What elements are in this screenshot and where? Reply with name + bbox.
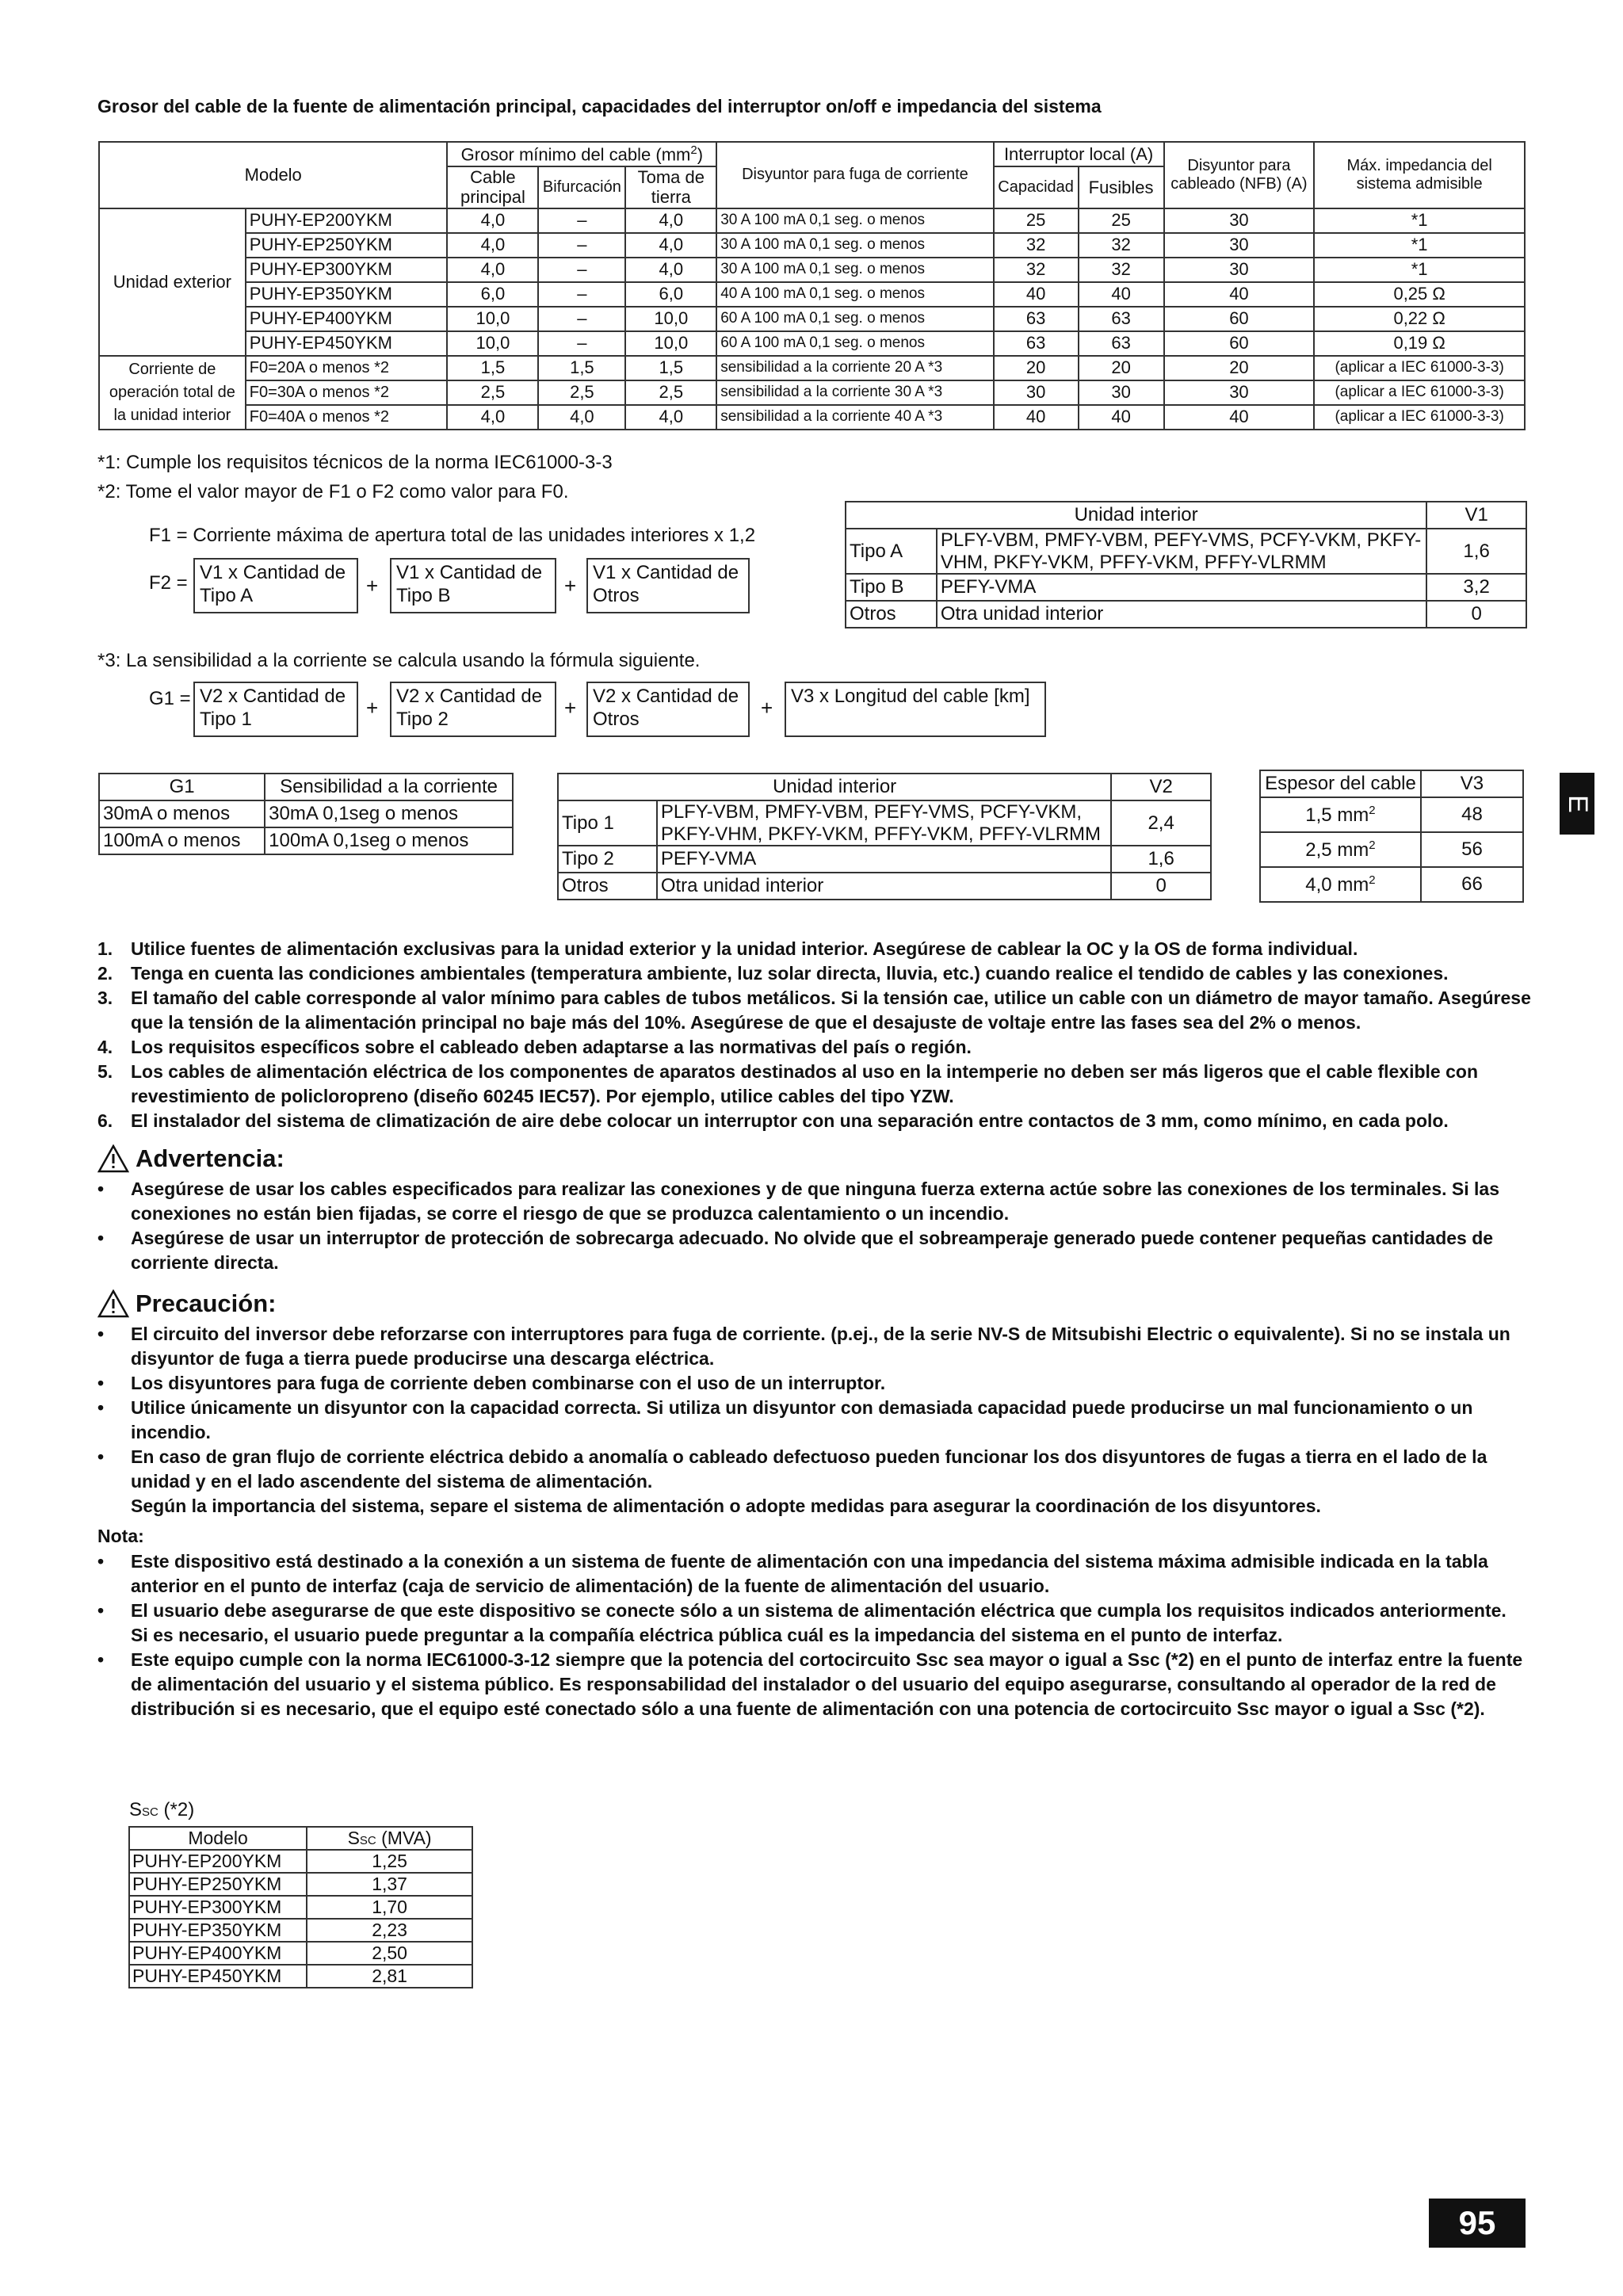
plus-sign: + [564, 696, 577, 720]
list-item: Si es necesario, el usuario puede preguntar a la compañía eléctrica pública cuál es la impedancia del sistema en el punto de interfaz. [131, 1625, 1283, 1645]
f2-box-b: V1 x Cantidad de Tipo B [390, 558, 556, 613]
precaucion-list [97, 1322, 1532, 1519]
list-item: • Asegúrese de usar un interruptor de protección de sobrecarga adecuado. No olvide que el sobreamperaje generado puede contener pequeñas cantidades de corriente directa. [97, 1228, 1494, 1273]
header-toma-tierra: Toma de tierra [625, 166, 716, 208]
page-number: 95 [1429, 2199, 1526, 2248]
f1-formula: F1 = Corriente máxima de apertura total de las unidades interiores x 1,2 [149, 525, 756, 546]
v2-table: Unidad interior V2 Tipo 1 PLFY-VBM, PMFY-VBM, PEFY-VMS, PCFY-VKM, PKFY-VHM, PKFY-VKM, PFFY-VKM, PFFY-VLRMM 2,4 Tipo 2 PEFY-VMA 1,6 Otros Otra unidad interior 0 [557, 773, 1212, 900]
table-row: PUHY-EP350YKM 2,23 [129, 1919, 472, 1942]
header-capacidad: Capacidad [994, 166, 1079, 208]
list-item: 2. Tenga en cuenta las condiciones ambientales (temperatura ambiente, luz solar directa, lluvia, etc.) cuando realice el tendido de cables y las conexiones. [97, 963, 1449, 984]
nota-list [97, 1549, 1532, 1721]
plus-sign: + [366, 574, 379, 598]
table-row: F0=40A o menos *2 4,0 4,0 4,0 sensibilidad a la corriente 40 A *3 40 40 40 (aplicar a IEC 61000-3-3) [99, 405, 1525, 430]
warning-icon [97, 1144, 129, 1173]
table-row: PUHY-EP350YKM 6,0 – 6,0 40 A 100 mA 0,1 seg. o menos 40 40 40 0,25 Ω [99, 282, 1525, 307]
list-item: 6. El instalador del sistema de climatización de aire debe colocar un interruptor con una separación entre contactos de 3 mm, como mínimo, en cada polo. [97, 1110, 1449, 1131]
table-row: Tipo 2 PEFY-VMA 1,6 [558, 846, 1211, 873]
list-item: Según la importancia del sistema, separe el sistema de alimentación o adopte medidas para asegurar la coordinación de los disyuntores. [131, 1496, 1321, 1516]
f2-box-otros: V1 x Cantidad de Otros [586, 558, 750, 613]
plus-sign: + [564, 574, 577, 598]
header-bifurcacion: Bifurcación [538, 166, 625, 208]
header-interruptor: Interruptor local (A) [994, 142, 1164, 166]
section-tab: E [1560, 773, 1594, 835]
g1-label: G1 = [149, 688, 191, 709]
v1-table: Unidad interior V1 Tipo A PLFY-VBM, PMFY-VBM, PEFY-VMS, PCFY-VKM, PKFY-VHM, PKFY-VKM, PFFY-VKM, PFFY-VLRMM 1,6 Tipo B PEFY-VMA 3,2 Otros Otra unidad interior 0 [845, 501, 1527, 628]
table-row: PUHY-EP400YKM 2,50 [129, 1942, 472, 1965]
table-row: PUHY-EP250YKM 1,37 [129, 1873, 472, 1896]
page-title: Grosor del cable de la fuente de alimentación principal, capacidades del interruptor on/off e impedancia del sistema [97, 96, 1102, 117]
list-item: • Los disyuntores para fuga de corriente deben combinarse con el uso de un interruptor. [97, 1373, 886, 1393]
header-nfb: Disyuntor para cableado (NFB) (A) [1164, 142, 1315, 208]
table-row: Tipo B PEFY-VMA 3,2 [846, 574, 1526, 601]
table-row: 100mA o menos 100mA 0,1seg o menos [99, 827, 513, 854]
table-row: PUHY-EP250YKM 4,0 – 4,0 30 A 100 mA 0,1 seg. o menos 32 32 30 *1 [99, 233, 1525, 258]
footnote-2: *2: Tome el valor mayor de F1 o F2 como valor para F0. [97, 481, 569, 502]
list-item: • El circuito del inversor debe reforzarse con interruptores para fuga de corriente. (p.ej., de la serie NV-S de Mitsubishi Electric o equivalente). Si no se instala un disyuntor de fuga a tierra puede producirse una descarga eléctrica. [97, 1324, 1510, 1369]
list-item: • Asegúrese de usar los cables especificados para realizar las conexiones y de que ninguna fuerza externa actúe sobre las conexiones de los terminales. Si las conexiones no están bien fijadas, se corre el riesgo de que se produzca calentamiento o un incendio. [97, 1179, 1499, 1224]
table-row: 4,0 $mm^2$ 66 [1260, 867, 1523, 902]
header-impedancia: Máx. impedancia del sistema admisible [1314, 142, 1525, 208]
nota-heading: Nota: [97, 1526, 144, 1546]
header-disyuntor-fuga: Disyuntor para fuga de corriente [716, 142, 993, 208]
list-item: 1. Utilice fuentes de alimentación exclusivas para la unidad exterior y la unidad interior. Asegúrese de cablear la OC y la OS de forma individual. [97, 938, 1358, 959]
table-row: PUHY-EP450YKM 10,0 – 10,0 60 A 100 mA 0,1 seg. o menos 63 63 60 0,19 Ω [99, 331, 1525, 356]
list-item: 3. El tamaño del cable corresponde al valor mínimo para cables de tubos metálicos. Si la tensión cae, utilice un cable con un diámetro de mayor tamaño. Asegúrese que la tensión de la alimentación principal no baje más del 10%. Asegúrese de que el desajuste de voltaje entre las fases sea del 2% o menos. [97, 988, 1531, 1033]
list-item: • En caso de gran flujo de corriente eléctrica debido a anomalía o cableado defectuoso pueden funcionar los dos disyuntores de fugas a tierra en el lado de la unidad y en el lado ascendente del sistema de alimentación. [97, 1446, 1487, 1492]
precaucion-heading: Precaución: [97, 1289, 276, 1318]
plus-sign: + [366, 696, 379, 720]
g1-box-2: V2 x Cantidad de Tipo 2 [390, 682, 556, 737]
plus-sign: + [761, 696, 773, 720]
table-row: Otros Otra unidad interior 0 [558, 873, 1211, 900]
list-item: 5. Los cables de alimentación eléctrica de los componentes de aparatos destinados al uso en la intemperie no deben ser más ligeros que el cable flexible con revestimiento de policloropreno (diseño 60245 IEC57). Por ejemplo, utilice cables del tipo YZW. [97, 1061, 1479, 1106]
table-row: F0=30A o menos *2 2,5 2,5 2,5 sensibilidad a la corriente 30 A *3 30 30 30 (aplicar a IEC 61000-3-3) [99, 380, 1525, 405]
group-corriente-interior: Corriente de operación total de la unidad interior [99, 356, 246, 430]
footnote-1: *1: Cumple los requisitos técnicos de la norma IEC61000-3-3 [97, 452, 613, 473]
v3-table: Espesor del cable V3 1,5 $mm^2$ 48 2,5 $mm^2$ 56 4,0 $mm^2$ 66 [1259, 770, 1524, 903]
header-modelo: Modelo [99, 142, 447, 208]
g1-box-cable: V3 x Longitud del cable [km] [785, 682, 1046, 737]
list-item: 4. Los requisitos específicos sobre el cableado deben adaptarse a las normativas del país o región. [97, 1037, 972, 1057]
f2-label: F2 = [149, 572, 188, 594]
header-fusibles: Fusibles [1079, 166, 1164, 208]
g1-box-otros: V2 x Cantidad de Otros [586, 682, 750, 737]
numbered-notes [97, 937, 1532, 1133]
footnote-3: *3: La sensibilidad a la corriente se calcula usando la fórmula siguiente. [97, 650, 701, 671]
table-row: 30mA o menos 30mA 0,1seg o menos [99, 800, 513, 827]
main-cable-table [98, 141, 1526, 430]
header-grosor: Grosor mínimo del cable $(mm^2)$ [447, 142, 716, 166]
table-row: Unidad exterior PUHY-EP200YKM 4,0 – 4,0 30 A 100 mA 0,1 seg. o menos 25 25 30 *1 [99, 208, 1525, 233]
g1-table: G1 Sensibilidad a la corriente 30mA o menos 30mA 0,1seg o menos 100mA o menos 100mA 0,1seg o menos [98, 773, 514, 855]
list-item: • Este equipo cumple con la norma IEC61000-3-12 siempre que la potencia del cortocircuito Ssc sea mayor o igual a Ssc (*2) en el punto de interfaz entre la fuente de alimentación del usuario y el sistema público. Es responsabilidad del instalador o del usuario del equipo asegurarse, consultando al operador de la red de distribución si es necesario, que el equipo esté conectado sólo a una fuente de alimentación con una potencia de cortocircuito Ssc mayor o igual a Ssc (*2). [97, 1649, 1523, 1719]
advertencia-list [97, 1177, 1532, 1275]
table-row: PUHY-EP400YKM 10,0 – 10,0 60 A 100 mA 0,1 seg. o menos 63 63 60 0,22 Ω [99, 307, 1525, 331]
f2-box-a: V1 x Cantidad de Tipo A [193, 558, 358, 613]
ssc-caption: SSC (*2) [129, 1799, 195, 1820]
table-row: Otros Otra unidad interior 0 [846, 601, 1526, 628]
group-unidad-exterior: Unidad exterior [99, 208, 246, 356]
advertencia-heading: Advertencia: [97, 1144, 285, 1173]
table-row: PUHY-EP200YKM 1,25 [129, 1850, 472, 1873]
table-row: PUHY-EP300YKM 4,0 – 4,0 30 A 100 mA 0,1 seg. o menos 32 32 30 *1 [99, 258, 1525, 282]
list-item: • El usuario debe asegurarse de que este dispositivo se conecte sólo a un sistema de alimentación eléctrica que cumpla los requisitos indicados anteriormente. [97, 1600, 1507, 1621]
table-row: 1,5 $mm^2$ 48 [1260, 797, 1523, 832]
header-cable-principal: Cable principal [447, 166, 538, 208]
caution-icon [97, 1289, 129, 1318]
list-item: • Utilice únicamente un disyuntor con la capacidad correcta. Si utiliza un disyuntor con demasiada capacidad puede producirse un mal funcionamiento o un incendio. [97, 1397, 1473, 1442]
table-row: Tipo 1 PLFY-VBM, PMFY-VBM, PEFY-VMS, PCFY-VKM, PKFY-VHM, PKFY-VKM, PFFY-VKM, PFFY-VLRMM 2,4 [558, 800, 1211, 846]
list-item: • Este dispositivo está destinado a la conexión a un sistema de fuente de alimentación con una impedancia del sistema máxima admisible indicada en la tabla anterior en el punto de interfaz (caja de servicio de alimentación) de la fuente de alimentación del usuario. [97, 1551, 1488, 1596]
table-row: PUHY-EP450YKM 2,81 [129, 1965, 472, 1988]
table-row: 2,5 $mm^2$ 56 [1260, 832, 1523, 867]
ssc-table: Modelo SSC (MVA) PUHY-EP200YKM 1,25 PUHY-EP250YKM 1,37 PUHY-EP300YKM 1,70 PUHY-EP350YKM 2,23 PUHY-EP400YKM 2,50 PUHY-EP450YKM 2,81 [128, 1826, 473, 1988]
table-row: Corriente de operación total de la unidad interior F0=20A o menos *2 1,5 1,5 1,5 sensibilidad a la corriente 20 A *3 20 20 20 (aplicar a IEC 61000-3-3) [99, 356, 1525, 380]
table-row: Tipo A PLFY-VBM, PMFY-VBM, PEFY-VMS, PCFY-VKM, PKFY-VHM, PKFY-VKM, PFFY-VKM, PFFY-VLRMM 1,6 [846, 529, 1526, 574]
table-row: PUHY-EP300YKM 1,70 [129, 1896, 472, 1919]
g1-box-1: V2 x Cantidad de Tipo 1 [193, 682, 358, 737]
